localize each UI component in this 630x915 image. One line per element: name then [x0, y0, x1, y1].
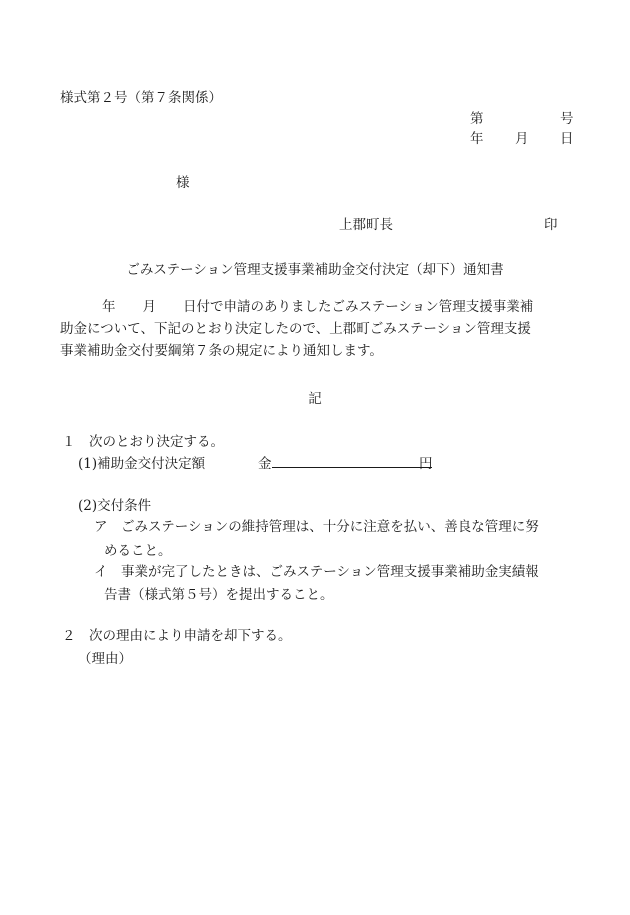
section-1-heading: １ 次のとおり決定する。 [62, 434, 224, 450]
grant-amount-prefix: 金 [258, 456, 272, 472]
sender-name: 上郡町長 [339, 217, 393, 233]
recipient-honorific: 様 [176, 175, 190, 191]
grant-amount-unit: 円 [419, 456, 433, 472]
notice-body [60, 296, 580, 362]
date-day: 日 [560, 131, 574, 147]
document-number-suffix: 号 [560, 111, 574, 127]
condition-a-line-2: めること。 [104, 543, 172, 559]
body-line-2: 助金について、下記のとおり決定したので、上郡町ごみステーション管理支援 [60, 321, 531, 337]
reason-label: （理由） [78, 651, 132, 667]
document-number [470, 107, 574, 127]
body-line-1: 年 月 日付で申請のありましたごみステーション管理支援事業補 [102, 299, 534, 315]
form-identifier: 様式第２号（第７条関係） [60, 90, 222, 106]
condition-a-line-1: ア ごみステーションの維持管理は、十分に注意を払い、善良な管理に努 [94, 519, 539, 535]
document-number-prefix: 第 [470, 111, 484, 127]
section-2-heading: ２ 次の理由により申請を却下する。 [62, 628, 292, 644]
ki-heading: 記 [308, 391, 322, 407]
date-month: 月 [515, 131, 529, 147]
condition-i-line-2: 告書（様式第５号）を提出すること。 [104, 587, 334, 603]
body-line-3: 事業補助金交付要綱第７条の規定により通知します。 [60, 343, 383, 359]
document-title: ごみステーション管理支援事業補助金交付決定（却下）通知書 [126, 262, 504, 278]
seal-mark: 印 [544, 217, 558, 233]
condition-i-line-1: イ 事業が完了したときは、ごみステーション管理支援事業補助金実績報 [94, 564, 539, 580]
conditions-label: (2)交付条件 [78, 498, 152, 514]
date-year: 年 [470, 131, 484, 147]
grant-amount-blank [272, 467, 432, 468]
grant-amount-label: (1)補助金交付決定額 [78, 456, 206, 472]
